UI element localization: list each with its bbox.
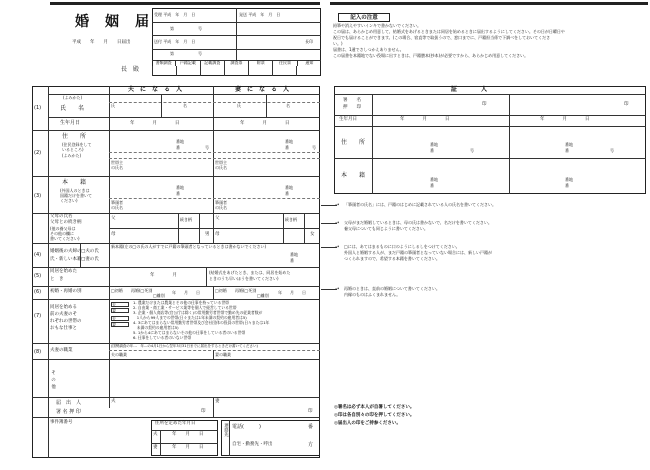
row7-num: (7) <box>34 313 42 319</box>
bullet-2: ◎印は各自別々の印を押してください。 <box>334 413 415 418</box>
witness-address-label: 住 所 <box>341 139 366 146</box>
note-line-6: この届書を本籍地でない役場に出すときは、戸籍謄本(抄本)が必要ですから、あらかじめ用意してください。 <box>333 53 529 58</box>
witness-sign-label-2: 押 印 <box>343 105 361 110</box>
parents-label-2: 父母との続き柄 <box>50 220 82 225</box>
occupation-label-3: れぞれの世帯の <box>50 319 82 324</box>
household-options: 夫 妻 夫 妻 1. 農業だけまたは農業とその他の仕事を持っている世帯 2. 自由業・商工業・サービス業等を個人で経営している世帯 3. 企業・個人商店等(官公庁は除く)の常用勤労者世帯で勤め先の従業者数が 1人から99人までの世帯(日々または1年未満の契約の雇用者は5) 4. 3にあてはまらない常用勤労者世帯及び会社団体の役員の世帯(日々または1年 未満の契約の雇用者は5) 5. 1から4にあてはまらないその他の仕事をしている者のいる世帯 6. 仕事をしている者のいない世帯 <box>112 300 270 340</box>
new-surname-label-1: 婚姻後の夫婦の <box>50 249 82 254</box>
parents-label-1: 父母の氏名 <box>50 214 73 219</box>
case-number-input[interactable] <box>85 419 145 427</box>
husband-head-label-2: の氏名 <box>111 165 123 170</box>
witness-honseki-label: 本 籍 <box>341 172 366 179</box>
wife-job-input[interactable] <box>234 351 319 358</box>
husband-job-input[interactable] <box>130 351 212 358</box>
contact-kata: 方 <box>308 442 314 448</box>
husband-remarriage-option[interactable]: 再婚(□死別 <box>131 288 153 293</box>
husband-sign-label: 夫 <box>111 399 116 404</box>
wife-seal: 印 <box>308 409 313 414</box>
household-item-3: 3. 企業・個人商店等(官公庁は除く)の常用勤労者世帯で勤め先の従業者数が <box>133 310 263 315</box>
husband-go: 号 <box>205 145 209 150</box>
note-line-5: 届書は、1通でさしつかえありません。 <box>333 47 404 52</box>
occupation-label-1: 同居を始める <box>50 305 77 310</box>
row4-num: (4) <box>34 252 42 258</box>
first-marriage-label: 初婚・再婚の別 <box>50 289 82 294</box>
husband-address-input[interactable] <box>110 131 212 152</box>
address-sub-2: いるところ) <box>62 147 84 152</box>
side-note-2b: 養父母についても同じように書いてください。 <box>344 226 428 231</box>
wife-honseki-input[interactable] <box>214 177 319 197</box>
contact-tel[interactable]: 電話( ) <box>232 424 261 430</box>
wife-name-input[interactable] <box>214 103 319 116</box>
top-border <box>50 2 320 5</box>
address-sub-1: (住民登録をして <box>62 142 92 147</box>
witness2-honseki-ban: 番 <box>565 183 569 188</box>
husband-mei: 名 <box>183 103 187 108</box>
husband-honseki-ban: 番 <box>176 191 180 196</box>
new-surname-label-2: 氏・新しい本籍 <box>50 257 82 262</box>
wife-job-label: 妻の職業 <box>215 352 231 357</box>
address-label: 住 所 <box>62 133 87 140</box>
husband-head-label-1: 世帯主 <box>111 160 123 165</box>
new-honseki-note: 新本籍(左の□の氏の人がすでに戸籍の筆頭者となっているときは書かないでください) <box>111 244 267 249</box>
contact-label: 連絡先 <box>223 423 229 437</box>
note-line-4: い。) <box>333 41 343 46</box>
address-furigana: (よみかた) <box>62 153 82 158</box>
contact-place[interactable]: 自宅・勤務先・呼出 <box>232 442 273 447</box>
witness1-sign-input[interactable] <box>374 96 479 113</box>
wife-sign-label: 妻 <box>215 399 220 404</box>
row5-num: (5) <box>34 273 42 279</box>
office-forwarded: 送付 平成 年 月 日 <box>154 39 196 44</box>
witness2-honseki-banchi: 番地 <box>565 177 573 182</box>
signer-label-2: 署 名 押 印 <box>56 409 81 415</box>
wife-surname-option[interactable]: □妻の氏 <box>81 257 99 262</box>
witness1-go: 号 <box>470 148 474 153</box>
husband-divorce-option[interactable]: □離別 <box>153 293 165 298</box>
wife-divorce-option[interactable]: □離別 <box>257 293 269 298</box>
household-item-4: 1人から99人までの世帯(日々または1年未満の契約の雇用者は5) <box>133 315 247 320</box>
signer-label-1: 届 出 人 <box>56 400 82 406</box>
row1-num: (1) <box>34 105 42 111</box>
husband-first-option[interactable]: □初婚 <box>111 288 123 293</box>
office-check-row: 書類調査 戸籍記載 記載調査 調査票 附票 住民票 通知 <box>152 60 321 66</box>
witness2-ban: 番 <box>565 148 569 153</box>
witness1-honseki-input[interactable] <box>374 160 508 192</box>
cohabit-date[interactable]: 年 月 <box>150 273 177 278</box>
husband-mother-label: 母 <box>111 232 116 237</box>
husband-residence-date[interactable]: 年 月 日 <box>172 432 204 437</box>
wife-address-input[interactable] <box>214 131 319 152</box>
wife-hittosha-1: 筆頭者 <box>215 200 227 205</box>
side-note-4: 再婚のときは、直前の婚姻について書いてください。 <box>344 286 440 291</box>
wife-residence-label: 妻 <box>153 445 158 450</box>
cohabit-note-1: (結婚式をあげたとき、または、同居を始めた <box>209 270 291 275</box>
occupation-label-4: おもな仕事と <box>50 326 77 331</box>
household-item-8: 6. 仕事をしている者のいない世帯 <box>133 335 191 340</box>
bullet-1: ◎署名は必ず本人が自署してください。 <box>334 405 415 410</box>
office-sent: 発送 平成 年 月 日 <box>239 12 281 17</box>
wife-mother-label: 母 <box>215 232 220 237</box>
bullet-3: ◎届出人の印をご持参ください。 <box>334 421 401 426</box>
witness-birth-label: 生年月日 <box>339 117 357 122</box>
name-label: 氏 名 <box>60 105 85 112</box>
side-note-2: 父母がまだ婚姻しているときは、母の氏は書かないで、名だけを書いてください。 <box>344 220 492 225</box>
wife-sei: 氏 <box>237 103 241 108</box>
witness2-sign-input[interactable] <box>511 96 621 113</box>
husband-sign-input[interactable] <box>120 399 200 416</box>
other-input[interactable] <box>110 360 319 396</box>
witness1-birth[interactable]: 年 月 日 <box>400 117 450 122</box>
office-number-1: 第 号 <box>170 26 202 31</box>
parents-label-5: 書いてください) <box>50 236 80 241</box>
household-item-6: 未満の契約の雇用者は5) <box>133 325 179 330</box>
cohabit-note-2: ときのうち早いほうを書いてください) <box>209 276 279 281</box>
wife-ban: 番 <box>285 145 289 150</box>
husband-residence-label: 夫 <box>153 432 158 437</box>
husband-birth-date[interactable]: 年 月 日 <box>130 121 180 126</box>
husband-banchi: 番地 <box>176 139 184 144</box>
husband-seal: 印 <box>201 409 206 414</box>
office-received: 受理 平成 年 月 日 <box>154 12 196 17</box>
cohabit-label-2: と き <box>50 277 64 282</box>
cohabit-label-1: 同居を始めた <box>50 269 77 274</box>
wife-head-label-1: 世帯主 <box>215 160 227 165</box>
occupation-label-2: 前の夫妻のそ <box>50 312 77 317</box>
honseki-sub-1: (外国人のときは <box>60 188 90 193</box>
witness1-banchi: 番地 <box>430 142 438 147</box>
form-title: 婚 姻 届 <box>75 14 150 30</box>
witness2-birth[interactable]: 年 月 日 <box>540 117 590 122</box>
honseki-sub-2: 国籍だけを書いて <box>60 193 92 198</box>
wife-honseki-ban: 番 <box>285 191 289 196</box>
wife-father-label: 父 <box>215 216 220 221</box>
wife-residence-date[interactable]: 年 月 日 <box>172 445 204 450</box>
wife-header: 妻 に な る 人 <box>235 86 290 93</box>
honseki-sub-3: ください) <box>60 198 78 203</box>
residence-date-label: 住所を定めた年月日 <box>155 421 196 426</box>
office-number-2: 第 号 <box>170 51 202 56</box>
row3-num: (3) <box>34 193 42 199</box>
parents-label-3: (他の養父母は <box>50 226 76 231</box>
household-item-1: 1. 農業だけまたは農業とその他の仕事を持っている世帯 <box>133 300 229 305</box>
parents-label-4: その他の欄に <box>50 231 74 236</box>
notes-title: 記入の注意 <box>338 13 390 22</box>
job-note: (国勢調査の年… 年…の4月1日から翌年3月31日までに届出をするときだけ書いてください) <box>111 344 258 348</box>
top-border-right <box>330 2 648 5</box>
wife-remarriage-option[interactable]: 再婚(□死別 <box>235 288 257 293</box>
wife-remarriage-date[interactable]: 年 月 日 <box>278 290 306 295</box>
witness1-ban: 番 <box>430 148 434 153</box>
husband-sei: 氏 <box>111 103 115 108</box>
household-item-5: 4. 3にあてはまらない常用勤労者世帯及び会社団体の役員の世帯(日々または1年 <box>133 320 270 325</box>
note-line-1: 鉛筆や消えやすいインキで書かないでください。 <box>333 23 421 28</box>
wife-go: 号 <box>312 145 316 150</box>
filing-date[interactable]: 平成 年 月 日届出 <box>72 40 131 45</box>
note-line-3: 祝日でも届けることができます。(この場合、宿直等で取扱うので、窓口までに、戸籍担当係で下調べをしておいてくださ <box>333 35 551 40</box>
wife-birth-date[interactable]: 年 月 日 <box>240 121 290 126</box>
husband-father-label: 父 <box>111 216 116 221</box>
office-seal: 長印 <box>305 39 313 44</box>
side-note-1: 「筆頭者の氏名」には、戸籍のはじめに記載されている人の氏名を書いてください。 <box>344 202 496 207</box>
wife-banchi: 番地 <box>285 139 293 144</box>
witness1-honseki-ban: 番 <box>430 183 434 188</box>
husband-rel-value: 男 <box>205 232 210 237</box>
side-note-4b: 内縁のものはふくまれません。 <box>344 292 401 297</box>
row8-num: (8) <box>34 349 42 355</box>
husband-name-input[interactable] <box>110 103 212 116</box>
witness1-seal: 印 <box>482 102 487 107</box>
witness2-seal: 印 <box>624 102 629 107</box>
witness2-banchi: 番地 <box>565 142 573 147</box>
name-furigana-label: (よみかた) <box>63 95 83 100</box>
husband-rel-label: 続き柄 <box>180 217 192 222</box>
row2-num: (2) <box>34 150 42 156</box>
husband-honseki-input[interactable] <box>110 177 212 197</box>
husband-surname-option[interactable]: □夫の氏 <box>81 249 99 254</box>
contact-ext: 番 <box>308 424 314 430</box>
note-line-2: この届は、あらかじめ用意して、結婚式をあげるときまたは同居を始めるときに届出するようにしてください。その日が日曜日や <box>333 29 565 34</box>
husband-hittosha-2: の氏名 <box>111 205 123 210</box>
husband-remarriage-date[interactable]: 年 月 日 <box>172 290 200 295</box>
husband-hittosha-1: 筆頭者 <box>111 200 123 205</box>
witness2-honseki-input[interactable] <box>511 160 645 192</box>
witness2-address-input[interactable] <box>511 128 645 156</box>
husband-ban: 番 <box>176 145 180 150</box>
household-item-7: 5. 1から4にあてはまらないその他の仕事をしている者のいる世帯 <box>133 330 246 335</box>
wife-hittosha-2: の氏名 <box>215 205 227 210</box>
witness2-go: 号 <box>610 148 614 153</box>
addressee: 長 殿 <box>121 66 140 73</box>
wife-sign-input[interactable] <box>224 399 306 416</box>
wife-rel-label: 続き柄 <box>285 217 297 222</box>
job-label: 夫妻の職業 <box>50 348 73 353</box>
wife-mei: 名 <box>286 103 290 108</box>
witness1-honseki-banchi: 番地 <box>430 177 438 182</box>
new-honseki-input[interactable] <box>110 251 280 266</box>
wife-head-label-2: の氏名 <box>215 165 227 170</box>
husband-honseki-banchi: 番地 <box>176 185 184 190</box>
side-note-3c: つくられますので、希望する本籍を書いてください。 <box>344 256 440 261</box>
side-note-3b: 外国人と婚姻する人が、まだ戸籍の筆頭者となっていない場合には、新しい戸籍が <box>344 250 492 255</box>
husband-header: 夫 に な る 人 <box>128 86 183 93</box>
wife-rel-value: 女 <box>310 232 315 237</box>
honseki-label: 本 籍 <box>62 179 87 186</box>
other-label: そ の 他 <box>50 370 56 388</box>
husband-job-label: 夫の職業 <box>111 352 127 357</box>
birth-date-label: 生年月日 <box>60 120 81 126</box>
new-honseki-banchi: 番地 <box>290 252 298 257</box>
witness-sign-label-1: 署 名 <box>343 98 361 103</box>
witness1-address-input[interactable] <box>374 128 508 156</box>
wife-first-option[interactable]: □初婚 <box>215 288 227 293</box>
row6-num: (6) <box>34 289 42 295</box>
case-number-label: 事件簿番号 <box>50 420 73 425</box>
new-honseki-ban: 番 <box>290 258 294 263</box>
side-note-3: □には、あてはまるものに口のようにしるしをつけてください。 <box>344 244 460 249</box>
witness-title: 証 人 <box>451 86 488 93</box>
wife-honseki-banchi: 番地 <box>285 185 293 190</box>
household-item-2: 2. 自由業・商工業・サービス業等を個人で経営している世帯 <box>133 305 237 310</box>
